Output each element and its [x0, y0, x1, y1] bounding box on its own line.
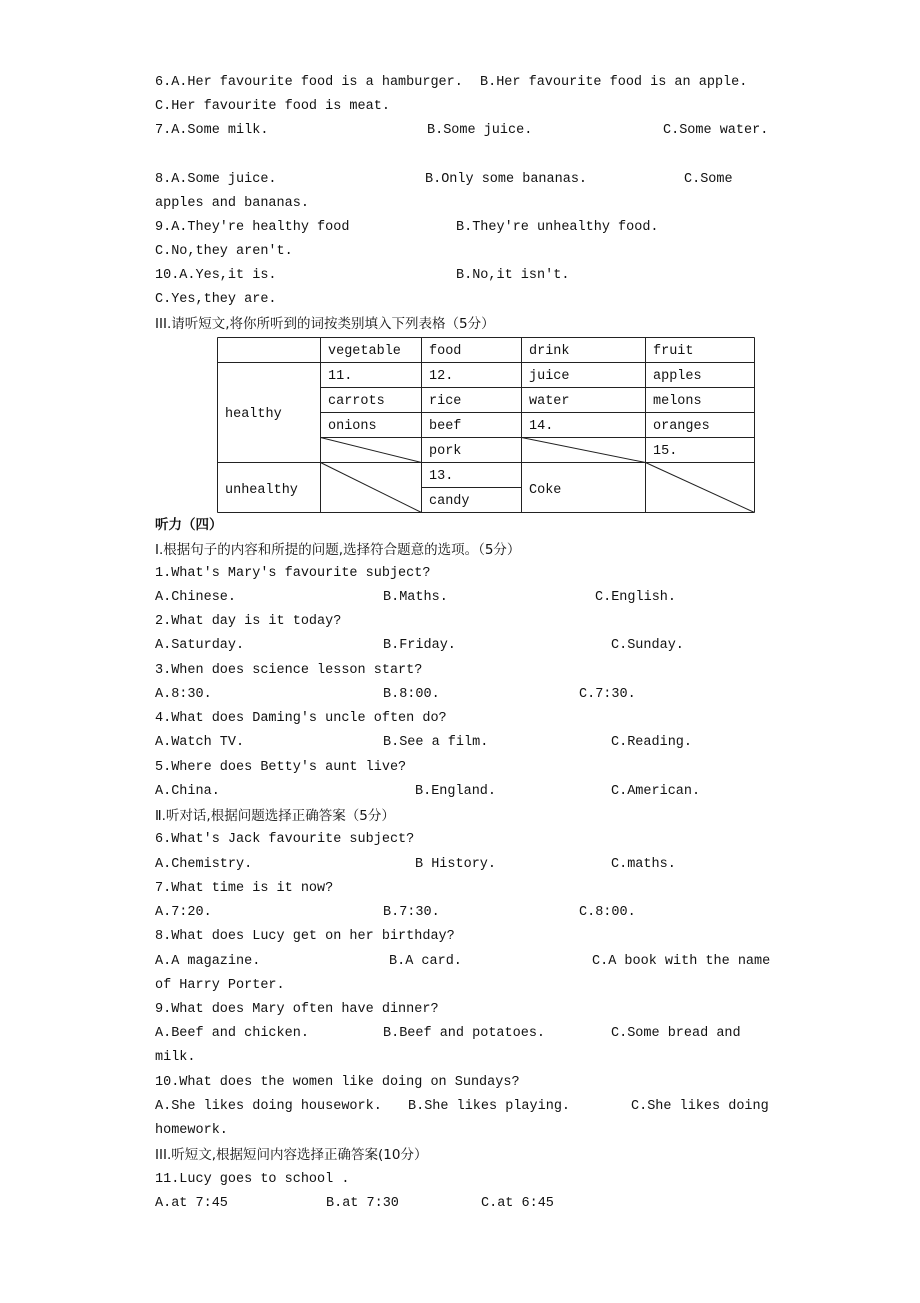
diagonal-strike — [321, 438, 422, 463]
question-line: 2.What day is it today? — [155, 614, 342, 629]
answer-option: B.A card. — [389, 954, 462, 969]
answer-option: B.Her favourite food is an apple. — [480, 75, 748, 90]
diagonal-strike — [646, 463, 755, 513]
question-line: milk. — [155, 1050, 196, 1065]
question-line: C.Her favourite food is meat. — [155, 99, 390, 114]
question-line: 3.When does science lesson start? — [155, 663, 423, 678]
question-line: C.No,they aren't. — [155, 244, 293, 259]
answer-option: 7.A.Some milk. — [155, 123, 269, 138]
diagonal-strike — [321, 463, 422, 513]
answer-option: A.China. — [155, 784, 220, 799]
answer-option: B.They're unhealthy food. — [456, 220, 659, 235]
answer-option: B.No,it isn't. — [456, 268, 570, 283]
answer-option: B.See a film. — [383, 735, 489, 750]
answer-option: 8.A.Some juice. — [155, 172, 277, 187]
table-header-fruit: fruit — [653, 344, 694, 359]
table-header-vegetable: vegetable — [328, 344, 401, 359]
answer-option: C.Sunday. — [611, 638, 684, 653]
table-cell: 15. — [653, 444, 678, 459]
answer-option: C.at 6:45 — [481, 1196, 554, 1211]
question-line: III.请听短文,将你所听到的词按类别填入下列表格（5分） — [155, 316, 495, 332]
row-label-healthy: healthy — [225, 407, 282, 422]
answer-option: A.Saturday. — [155, 638, 245, 653]
table-cell: candy — [429, 494, 470, 509]
question-line: of Harry Porter. — [155, 978, 285, 993]
question-line: 8.What does Lucy get on her birthday? — [155, 929, 455, 944]
question-line: homework. — [155, 1123, 228, 1138]
answer-option: B.Only some bananas. — [425, 172, 588, 187]
answer-option: C.English. — [595, 590, 677, 605]
answer-option: B.7:30. — [383, 905, 440, 920]
answer-option: B.England. — [415, 784, 497, 799]
answer-option: B.at 7:30 — [326, 1196, 399, 1211]
question-line: Ⅰ.根据句子的内容和所提的问题,选择符合题意的选项。（5分） — [155, 542, 521, 558]
table-cell: 12. — [429, 369, 454, 384]
answer-option: A.7:20. — [155, 905, 212, 920]
diagonal-strike — [522, 438, 646, 463]
question-line: 7.What time is it now? — [155, 881, 334, 896]
table-cell: 14. — [529, 419, 554, 434]
table-header-food: food — [429, 344, 462, 359]
table-cell: onions — [328, 419, 377, 434]
answer-option: C.7:30. — [579, 687, 636, 702]
question-line: 9.What does Mary often have dinner? — [155, 1002, 439, 1017]
question-line: 4.What does Daming's uncle often do? — [155, 711, 447, 726]
question-line: 1.What's Mary's favourite subject? — [155, 566, 431, 581]
answer-option: B History. — [415, 857, 497, 872]
answer-option: C.A book with the name — [592, 954, 771, 969]
question-line: III.听短文,根据短问内容选择正确答案(10分） — [155, 1147, 428, 1163]
table-cell: rice — [429, 394, 462, 409]
answer-option: B.Some juice. — [427, 123, 533, 138]
answer-option: B.Beef and potatoes. — [383, 1026, 546, 1041]
answer-option: 9.A.They're healthy food — [155, 220, 350, 235]
answer-option: C.She likes doing — [631, 1099, 769, 1114]
table-cell: pork — [429, 444, 462, 459]
answer-option: A.8:30. — [155, 687, 212, 702]
answer-option: A.Chemistry. — [155, 857, 253, 872]
answer-option: 10.A.Yes,it is. — [155, 268, 277, 283]
question-line: 5.Where does Betty's aunt live? — [155, 760, 407, 775]
table-cell: apples — [653, 369, 702, 384]
answer-option: A.She likes doing housework. — [155, 1099, 382, 1114]
answer-option: C.Reading. — [611, 735, 693, 750]
answer-option: A.at 7:45 — [155, 1196, 228, 1211]
answer-option: C.American. — [611, 784, 701, 799]
answer-option: B.She likes playing. — [408, 1099, 571, 1114]
answer-option: C.Some — [684, 172, 733, 187]
answer-option: B.8:00. — [383, 687, 440, 702]
table-cell: 13. — [429, 469, 454, 484]
table-cell: oranges — [653, 419, 710, 434]
answer-option: C.maths. — [611, 857, 676, 872]
table-cell: Coke — [529, 483, 562, 498]
answer-option: B.Maths. — [383, 590, 448, 605]
answer-option: C.Some bread and — [611, 1026, 741, 1041]
answer-option: A.Beef and chicken. — [155, 1026, 309, 1041]
answer-option: C.8:00. — [579, 905, 636, 920]
answer-option: 6.A.Her favourite food is a hamburger. — [155, 75, 463, 90]
question-line: 6.What's Jack favourite subject? — [155, 832, 415, 847]
question-line: 11.Lucy goes to school . — [155, 1172, 350, 1187]
row-label-unhealthy: unhealthy — [225, 483, 298, 498]
question-line: apples and bananas. — [155, 196, 309, 211]
table-header-drink: drink — [529, 344, 570, 359]
table-cell: water — [529, 394, 570, 409]
question-line: 10.What does the women like doing on Sundays? — [155, 1075, 520, 1090]
food-category-table — [217, 337, 757, 515]
answer-option: A.Watch TV. — [155, 735, 245, 750]
section-heading: 听力（四） — [155, 517, 223, 533]
question-line: C.Yes,they are. — [155, 292, 277, 307]
answer-option: A.Chinese. — [155, 590, 237, 605]
table-cell: carrots — [328, 394, 385, 409]
table-cell: beef — [429, 419, 462, 434]
table-cell: 11. — [328, 369, 353, 384]
question-line: Ⅱ.听对话,根据问题选择正确答案（5分） — [155, 808, 395, 824]
answer-option: A.A magazine. — [155, 954, 261, 969]
table-cell: juice — [529, 369, 570, 384]
table-cell: melons — [653, 394, 702, 409]
answer-option: C.Some water. — [663, 123, 769, 138]
answer-option: B.Friday. — [383, 638, 456, 653]
